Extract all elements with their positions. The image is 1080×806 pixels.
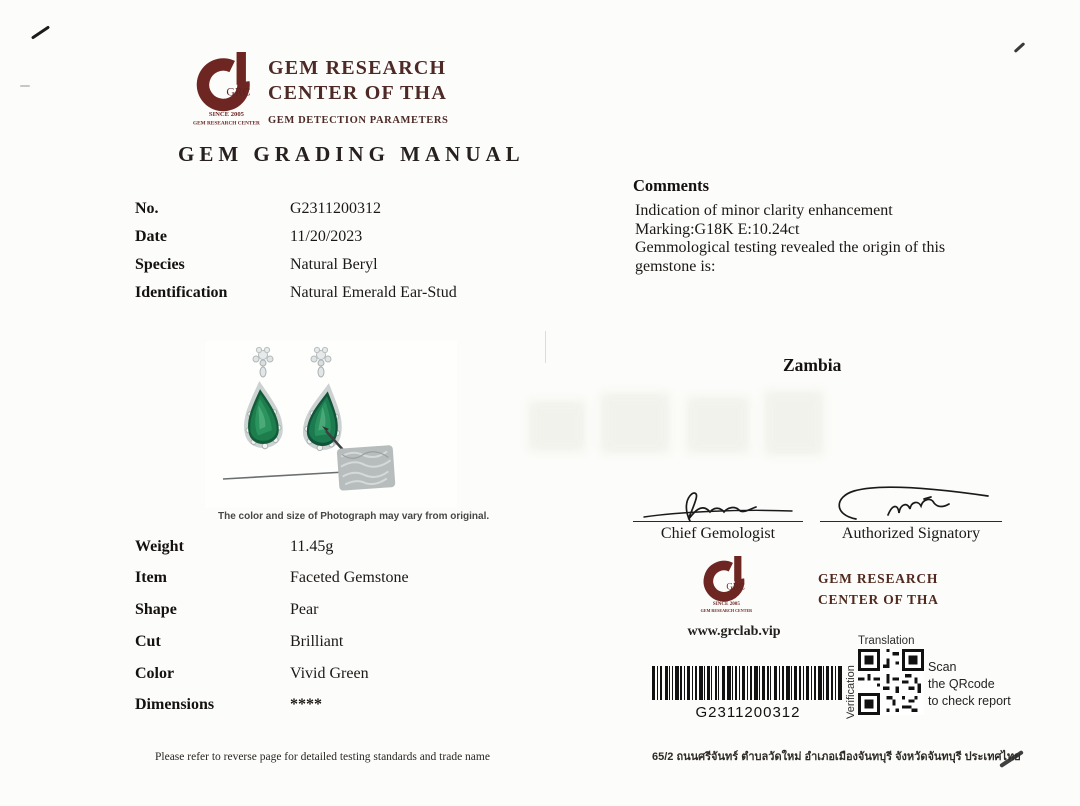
signature-chief-gemologist: [633, 483, 803, 543]
footer-note: Please refer to reverse page for detailed testing standards and trade name: [155, 751, 490, 763]
org-name-line2: CENTER OF THA: [268, 82, 447, 104]
field-row-date: [135, 228, 605, 246]
comments-heading: Comments: [633, 176, 710, 195]
signature-icon: [826, 483, 996, 525]
signature-label: Authorized Signatory: [841, 525, 981, 542]
comment-line: Indication of minor clarity enhancement: [635, 202, 893, 219]
logo-acronym: GRC: [226, 85, 251, 99]
field-label: Dimensions: [135, 696, 215, 713]
grc-logo-footer: [700, 556, 766, 616]
field-value: 11.45g: [290, 538, 334, 555]
signature-line: [820, 521, 1002, 522]
field-row-weight: [135, 538, 605, 556]
org-name-line1: GEM RESEARCH: [818, 571, 939, 586]
logo-since: SINCE 2005: [712, 601, 740, 608]
field-label: No.: [135, 200, 159, 217]
logo-name: GEM RESEARCH CENTER: [193, 120, 260, 127]
grc-emblem-icon: [192, 52, 278, 130]
logo-acronym: GRC: [726, 581, 745, 592]
field-row-item: [135, 569, 605, 587]
security-watermark: [528, 382, 828, 470]
field-value: Natural Beryl: [290, 256, 378, 273]
signature-authorized-signatory: [820, 483, 1002, 543]
org-subtitle: GEM DETECTION PARAMETERS: [268, 115, 449, 126]
field-value: ****: [290, 696, 322, 713]
barcode-icon: [652, 666, 844, 700]
signature-line: [633, 521, 803, 522]
signature-label: Chief Gemologist: [660, 525, 776, 542]
footer-org-block: [818, 568, 939, 610]
field-label: Shape: [135, 601, 177, 618]
comment-line: Gemmological testing revealed the origin of this gemstone is:: [635, 239, 946, 275]
field-value: 11/20/2023: [290, 228, 363, 245]
field-row-identification: [135, 284, 605, 302]
field-row-shape: [135, 601, 605, 619]
field-row-no: [135, 200, 605, 218]
field-label: Cut: [135, 633, 161, 650]
scan-line: to check report: [928, 694, 1011, 708]
pen-mark-top-right: [1014, 42, 1026, 53]
grc-logo: [192, 52, 278, 130]
comment-line: Marking:G18K E:10.24ct: [635, 220, 800, 238]
website-url: www.grclab.vip: [687, 624, 781, 639]
translation-label: Translation: [858, 635, 915, 647]
field-value: Faceted Gemstone: [290, 569, 409, 586]
footer-address-thai: 65/2 ถนนศรีจันทร์ ตำบลวัดใหม่ อำเภอเมืองจันทบุรี จังหวัดจันทบุรี ประเทศไทย: [652, 751, 1021, 763]
pen-mark-top-left: [31, 25, 50, 39]
emerald-earrings-image: [205, 341, 457, 508]
field-value: Natural Emerald Ear-Stud: [290, 284, 457, 301]
field-label: Color: [135, 665, 175, 682]
field-row-color: [135, 665, 605, 683]
barcode-number: G2311200312: [695, 704, 801, 721]
field-label: Species: [135, 256, 185, 273]
barcode: [652, 666, 844, 721]
scan-line-artifact: [545, 331, 546, 363]
qr-code-icon: [858, 649, 924, 715]
field-label: Identification: [135, 284, 228, 301]
logo-since: SINCE 2005: [208, 110, 244, 118]
document-title: GEM GRADING MANUAL: [178, 142, 525, 166]
field-value: Vivid Green: [290, 665, 369, 682]
grc-emblem-icon: [700, 556, 766, 616]
field-row-cut: [135, 633, 605, 651]
scan-line: Scan: [928, 660, 957, 674]
scan-instructions: [928, 659, 1011, 710]
qr-code: [858, 649, 924, 715]
gem-photo: [205, 341, 457, 508]
field-value: Pear: [290, 601, 319, 618]
field-row-dimensions: [135, 696, 605, 714]
logo-name: GEM RESEARCH CENTER: [700, 607, 753, 613]
signature-icon: [638, 483, 798, 525]
org-name-line2: CENTER OF THA: [818, 592, 939, 607]
org-name-line1: GEM RESEARCH: [268, 57, 447, 79]
comments-body: [635, 202, 983, 276]
verification-label: Verification: [845, 665, 857, 719]
field-row-species: [135, 256, 605, 274]
photo-caption: The color and size of Photograph may vary from original.: [218, 511, 490, 522]
scan-line: the QRcode: [928, 677, 995, 691]
header-org-block: [268, 56, 448, 126]
field-label: Weight: [135, 538, 184, 555]
pen-mark-left-faint: [20, 85, 30, 87]
origin-value: Zambia: [783, 355, 842, 375]
field-value: G2311200312: [290, 200, 381, 217]
field-label: Date: [135, 228, 167, 245]
field-label: Item: [135, 569, 167, 586]
field-value: Brilliant: [290, 633, 344, 650]
